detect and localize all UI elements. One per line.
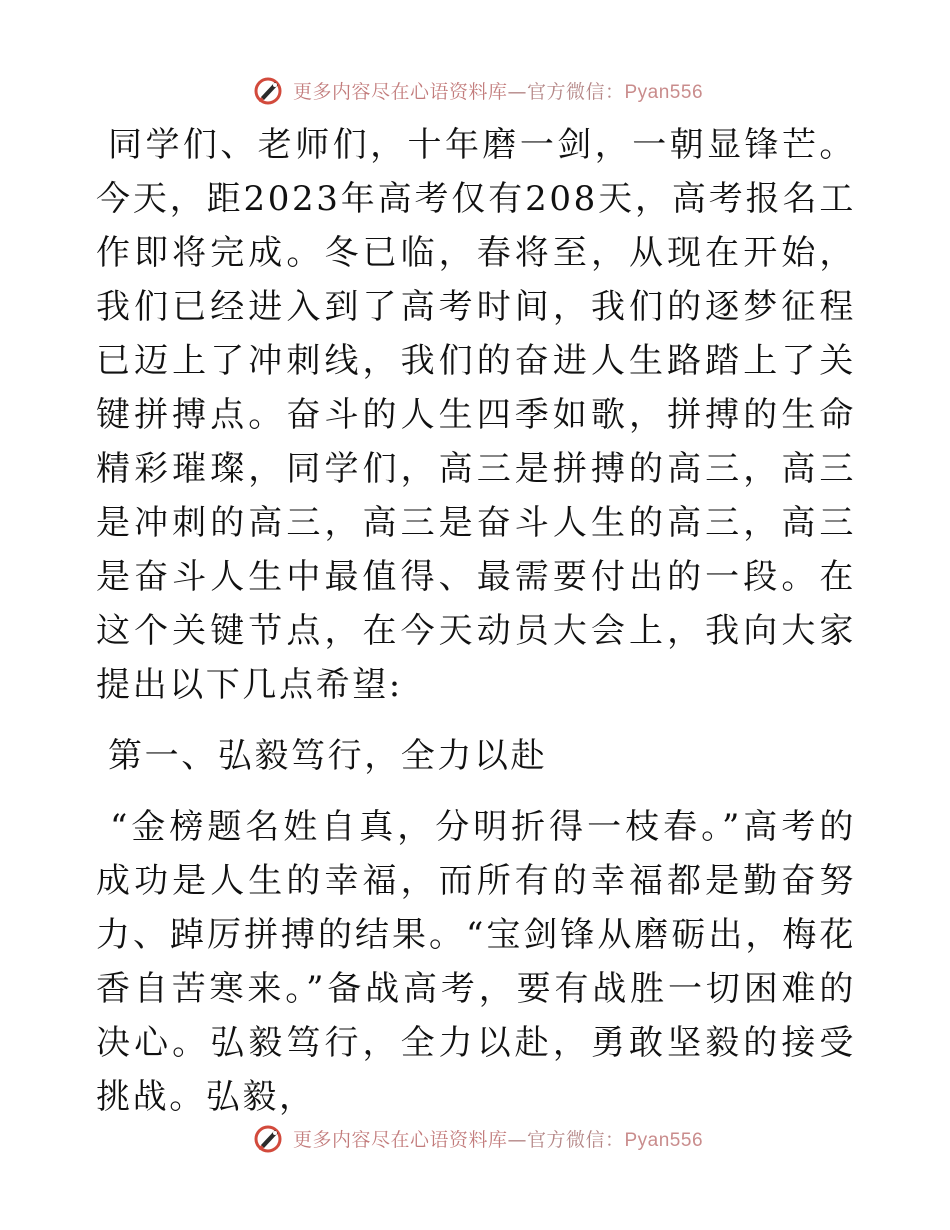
document-body [96,118,856,1124]
footer-watermark-dash: —官方微信： [507,1128,625,1151]
header-watermark [0,70,950,110]
pen-logo-icon [251,73,285,107]
footer-watermark [0,1118,950,1158]
footer-watermark-text [293,1125,703,1152]
header-watermark-text [293,77,703,104]
header-watermark-inner [247,73,703,107]
header-watermark-id: Pyan556 [624,81,704,103]
footer-watermark-main: 更多内容尽在心语资料库 [292,1128,508,1151]
header-watermark-main: 更多内容尽在心语资料库 [292,80,508,103]
pen-logo-icon [251,1121,285,1155]
footer-watermark-id: Pyan556 [624,1129,704,1151]
header-watermark-dash: —官方微信： [507,80,625,103]
paragraph-section-1: “金榜题名姓自真，分明折得一枝春。”高考的成功是人生的幸福，而所有的幸福都是勤奋努力、踔厉拼搏的结果。“宝剑锋从磨砺出，梅花香自苦寒来。”备战高考，要有战胜一切困难的决心。弘毅笃行，全力以赴，勇敢坚毅的接受挑战。弘毅， [96,807,856,1117]
footer-watermark-inner [247,1121,703,1155]
section-heading-1: 第一、弘毅笃行，全力以赴 [108,736,548,776]
paragraph-intro: 同学们、老师们，十年磨一剑，一朝显锋芒。今天，距2023年高考仅有208天，高考报名工作即将完成。冬已临，春将至，从现在开始，我们已经进入到了高考时间，我们的逐梦征程已迈上了冲刺线，我们的奋进人生路踏上了关键拼搏点。奋斗的人生四季如歌，拼搏的生命精彩璀璨，同学们，高三是拼搏的高三，高三是冲刺的高三，高三是奋斗人生的高三，高三是奋斗人生中最值得、最需要付出的一段。在这个关键节点，在今天动员大会上，我向大家提出以下几点希望: [96,125,856,705]
